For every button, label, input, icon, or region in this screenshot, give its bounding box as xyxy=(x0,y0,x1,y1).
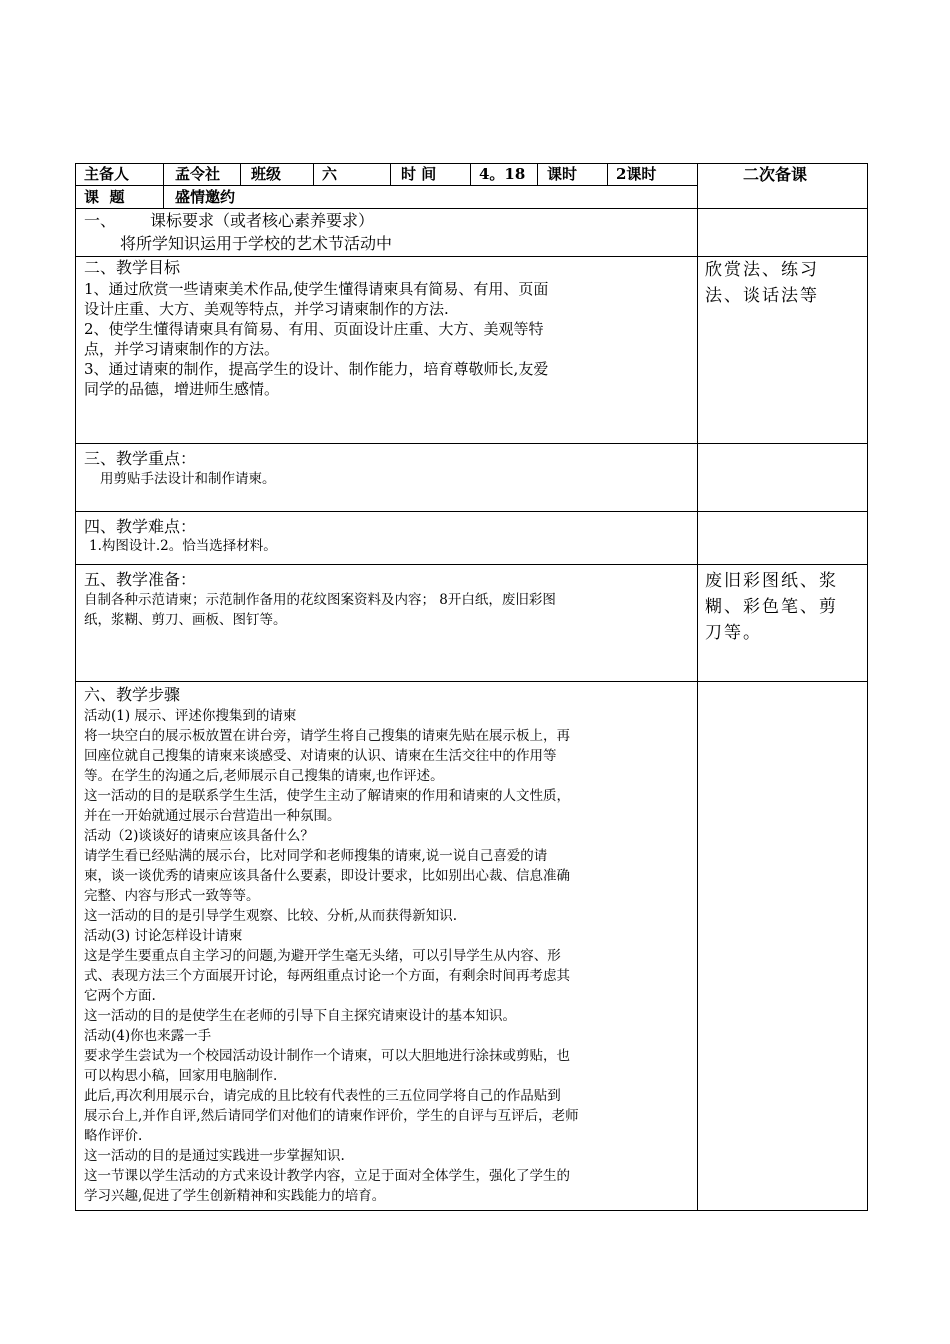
second-prep-label: 二次备课 xyxy=(743,165,808,184)
rule-topic-row xyxy=(75,208,868,209)
rule-col-2 xyxy=(240,163,241,186)
section1-number: 一、 xyxy=(84,211,117,230)
section6-line: 活动(1) 展示、评述你搜集到的请柬 xyxy=(84,708,297,724)
section6-line: 此后,再次利用展示台，请完成的且比较有代表性的三五位同学将自己的作品贴到 xyxy=(84,1088,561,1104)
section6-line: 这一活动的目的是引导学生观察、比较、分析,从而获得新知识. xyxy=(84,908,458,924)
section6-line: 略作评价. xyxy=(84,1128,143,1144)
time-value: 4。18 xyxy=(479,165,526,183)
rule-side-column xyxy=(697,163,698,1211)
section2-line: 点，并学习请柬制作的方法。 xyxy=(84,340,280,358)
materials-line: 糊、彩色笔、剪 xyxy=(705,597,838,617)
prep-person-label: 主备人 xyxy=(84,165,130,183)
hours-label: 课时 xyxy=(547,165,578,183)
methods-line: 欣赏法、练习 xyxy=(705,260,819,280)
section6-line: 活动(3) 讨论怎样设计请柬 xyxy=(84,928,243,944)
section6-line: 这是学生要重点自主学习的问题,为避开学生毫无头绪，可以引导学生从内容、形 xyxy=(84,948,561,964)
rule-section5 xyxy=(75,681,868,682)
rule-right xyxy=(867,163,868,1211)
section6-line: 并在一开始就通过展示台营造出一种氛围。 xyxy=(84,808,341,824)
section6-line: 式、表现方法三个方面展开讨论，每两组重点讨论一个方面，有剩余时间再考虑其 xyxy=(84,968,570,984)
rule-header-row xyxy=(75,185,697,186)
section2-line: 1、通过欣赏一些请柬美术作品,使学生懂得请柬具有简易、有用、页面 xyxy=(84,280,549,298)
rule-section3 xyxy=(75,511,868,512)
section6-line: 这一活动的目的是通过实践进一步掌握知识. xyxy=(84,1148,345,1164)
section6-title: 六、教学步骤 xyxy=(84,685,181,704)
section2-body xyxy=(84,279,689,399)
section6-line: 完整、内容与形式一致等等。 xyxy=(84,888,260,904)
section6-line: 柬，谈一谈优秀的请柬应该具备什么要素，即设计要求，比如别出心裁、信息准确 xyxy=(84,868,570,884)
section6-body xyxy=(84,706,689,1206)
section6-line: 请学生看已经贴满的展示台，比对同学和老师搜集的请柬,说一说自己喜爱的请 xyxy=(84,848,548,864)
section6-line: 要求学生尝试为一个校园活动设计制作一个请柬，可以大胆地进行涂抹或剪贴，也 xyxy=(84,1048,570,1064)
rule-section4 xyxy=(75,564,868,565)
rule-col-1 xyxy=(163,163,164,209)
hours-value: 2课时 xyxy=(616,165,657,183)
materials-line: 废旧彩图纸、浆 xyxy=(705,571,838,591)
section2-line: 3、通过请柬的制作，提高学生的设计、制作能力，培育尊敬师长,友爱 xyxy=(84,360,549,378)
time-label: 时 间 xyxy=(401,165,437,183)
rule-section2 xyxy=(75,443,868,444)
topic-value: 盛情邀约 xyxy=(175,188,236,206)
section6-line: 等。在学生的沟通之后,老师展示自己搜集的请柬,也作评述。 xyxy=(84,768,444,784)
section6-line: 学习兴趣,促进了学生创新精神和实践能力的培育。 xyxy=(84,1188,386,1204)
section5-line: 自制各种示范请柬；示范制作备用的花纹图案资料及内容； 8开白纸，废旧彩图 xyxy=(84,592,556,608)
section5-materials xyxy=(705,568,861,646)
section3-content: 用剪贴手法设计和制作请柬。 xyxy=(100,471,276,487)
section2-line: 设计庄重、大方、美观等特点，并学习请柬制作的方法. xyxy=(84,300,449,318)
section1-content: 将所学知识运用于学校的艺术节活动中 xyxy=(120,234,393,253)
rule-col-6 xyxy=(537,163,538,186)
rule-left xyxy=(75,163,76,1211)
rule-bottom xyxy=(75,1210,868,1211)
materials-line: 刀等。 xyxy=(705,623,762,643)
rule-col-7 xyxy=(607,163,608,186)
section2-line: 同学的品德，增进师生感情。 xyxy=(84,380,280,398)
topic-label: 课 题 xyxy=(84,188,125,206)
section2-methods xyxy=(705,257,861,309)
rule-col-3 xyxy=(313,163,314,186)
section6-line: 活动（2)谈谈好的请柬应该具备什么？ xyxy=(84,828,314,844)
section6-line: 回座位就自己搜集的请柬来谈感受、对请柬的认识、请柬在生活交往中的作用等 xyxy=(84,748,557,764)
methods-line: 法、谈话法等 xyxy=(705,286,819,306)
section6-line: 这一活动的目的是联系学生生活，使学生主动了解请柬的作用和请柬的人文性质， xyxy=(84,788,570,804)
class-value: 六 xyxy=(322,165,338,183)
rule-col-4 xyxy=(390,163,391,186)
prep-person-value: 孟令社 xyxy=(175,165,221,183)
section3-title: 三、教学重点： xyxy=(84,449,197,468)
section6-line: 这一活动的目的是使学生在老师的引导下自主探究请柬设计的基本知识。 xyxy=(84,1008,516,1024)
section6-line: 这一节课以学生活动的方式来设计教学内容，立足于面对全体学生，强化了学生的 xyxy=(84,1168,570,1184)
section2-title: 二、教学目标 xyxy=(84,258,181,277)
section4-title: 四、教学难点： xyxy=(84,517,197,536)
section6-line: 展示台上,并作自评,然后请同学们对他们的请柬作评价，学生的自评与互评后，老师 xyxy=(84,1108,579,1124)
section5-body xyxy=(84,590,689,630)
section6-line: 它两个方面. xyxy=(84,988,156,1004)
rule-col-5 xyxy=(470,163,471,186)
section4-content: 1.构图设计.2。恰当选择材料。 xyxy=(89,538,277,554)
section5-title: 五、教学准备： xyxy=(84,570,197,589)
section6-line: 活动(4)你也来露一手 xyxy=(84,1028,212,1044)
lesson-plan-table xyxy=(75,163,868,1211)
class-label: 班级 xyxy=(251,165,282,183)
section6-line: 可以构思小稿，回家用电脑制作. xyxy=(84,1068,278,1084)
section2-line: 2、使学生懂得请柬具有简易、有用、页面设计庄重、大方、美观等特 xyxy=(84,320,544,338)
section1-title: 课标要求（或者核心素养要求） xyxy=(150,211,375,230)
section5-line: 纸，浆糊、剪刀、画板、图钉等。 xyxy=(84,612,287,628)
section6-line: 将一块空白的展示板放置在讲台旁，请学生将自己搜集的请柬先贴在展示板上，再 xyxy=(84,728,570,744)
